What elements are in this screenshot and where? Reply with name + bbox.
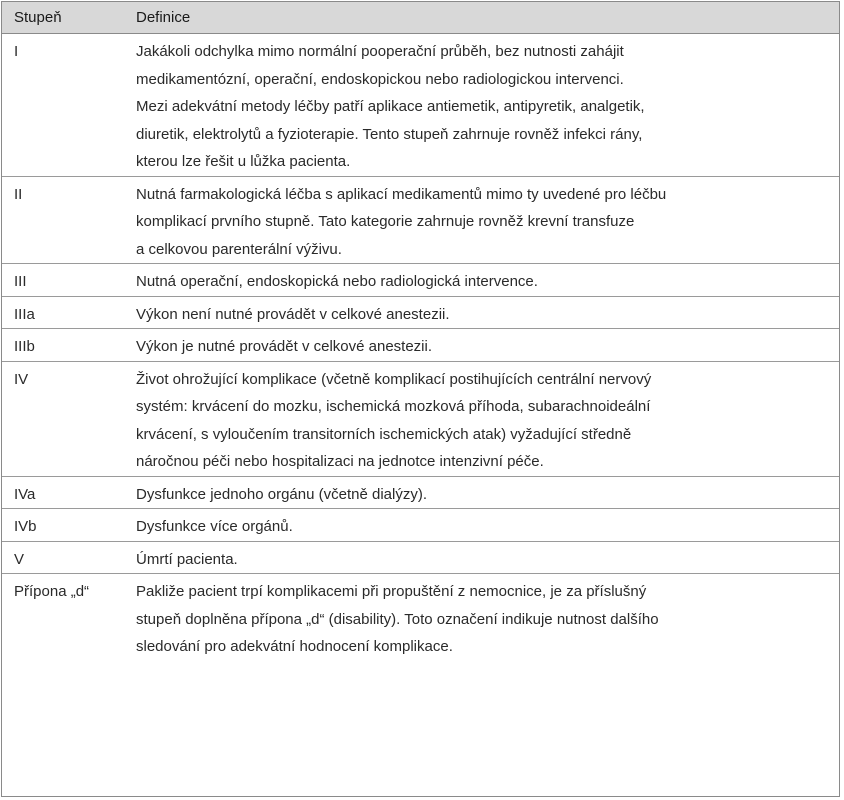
grade-cell: V: [2, 541, 128, 574]
grade-cell: II: [2, 176, 128, 264]
header-grade: Stupeň: [2, 2, 128, 34]
table-body: [2, 34, 839, 661]
classification-table-container: [1, 1, 840, 797]
grade-cell: Přípona „d“: [14, 583, 90, 600]
definition-cell: [128, 574, 839, 661]
definition-line: Nutná operační, endoskopická nebo radiologická intervence.: [136, 273, 538, 290]
table-row: [2, 541, 839, 574]
definition-cell: [128, 509, 839, 542]
definition-cell: [128, 176, 839, 264]
table-row: [2, 329, 839, 362]
grade-cell: IVa: [2, 476, 128, 509]
table-header-row: [2, 2, 839, 34]
definition-line: a celkovou parenterální výživu.: [136, 240, 342, 258]
definition-line: diuretik, elektrolytů a fyzioterapie. Tento stupeň zahrnuje rovněž infekci rány,: [136, 125, 643, 143]
definition-line: kterou lze řešit u lůžka pacienta.: [136, 153, 351, 170]
grade-cell: III: [2, 264, 128, 297]
definition-line: Dysfunkce jednoho orgánu (včetně dialýzy).: [136, 485, 427, 503]
definition-line: Úmrtí pacienta.: [136, 550, 238, 568]
definition-line: Nutná farmakologická léčba s aplikací medikamentů mimo ty uvedené pro léčbu: [136, 185, 667, 203]
definition-line: Dysfunkce více orgánů.: [136, 518, 293, 535]
table-row: [2, 476, 839, 509]
definition-cell: [128, 296, 839, 329]
definition-line: komplikací prvního stupně. Tato kategorie zahrnuje rovněž krevní transfuze: [136, 213, 635, 230]
grade-cell: IIIa: [2, 296, 128, 329]
definition-cell: [128, 541, 839, 574]
definition-line: stupeň doplněna přípona „d“ (disability). Toto označení indikuje nutnost dalšího: [136, 610, 659, 628]
definition-line: sledování pro adekvátní hodnocení komplikace.: [136, 638, 453, 655]
grade-cell: I: [2, 34, 128, 177]
complication-grade-table: [2, 2, 839, 661]
definition-line: Mezi adekvátní metody léčby patří aplikace antiemetik, antipyretik, analgetik,: [136, 98, 645, 115]
definition-cell: [128, 264, 839, 297]
definition-line: krvácení, s vyloučením transitorních ischemických atak) vyžadující středně: [136, 425, 632, 443]
table-row: [2, 176, 839, 264]
header-definition: Definice: [128, 2, 839, 34]
definition-line: náročnou péči nebo hospitalizaci na jednotce intenzivní péče.: [136, 453, 544, 470]
table-row: [2, 574, 839, 661]
definition-line: medikamentózní, operační, endoskopickou nebo radiologickou intervenci.: [136, 70, 624, 88]
grade-cell: IV: [2, 361, 128, 476]
table-row: [2, 361, 839, 476]
definition-line: Jakákoli odchylka mimo normální pooperační průběh, bez nutnosti zahájit: [136, 43, 624, 60]
definition-line: Výkon je nutné provádět v celkové anestezii.: [136, 338, 433, 355]
definition-cell: [128, 361, 839, 476]
definition-line: Život ohrožující komplikace (včetně komplikací postihujících centrální nervový: [136, 370, 652, 388]
table-row: [2, 34, 839, 177]
grade-cell: IVb: [2, 509, 128, 542]
table-row: [2, 264, 839, 297]
definition-line: Pakliže pacient trpí komplikacemi při propuštění z nemocnice, je za příslušný: [136, 583, 647, 600]
table-row: [2, 296, 839, 329]
definition-cell: [128, 34, 839, 177]
definition-line: systém: krvácení do mozku, ischemická mozková příhoda, subarachnoideální: [136, 398, 651, 415]
definition-cell: [128, 329, 839, 362]
definition-cell: [128, 476, 839, 509]
definition-line: Výkon není nutné provádět v celkové anestezii.: [136, 305, 450, 323]
table-row: [2, 509, 839, 542]
grade-cell: IIIb: [2, 329, 128, 362]
